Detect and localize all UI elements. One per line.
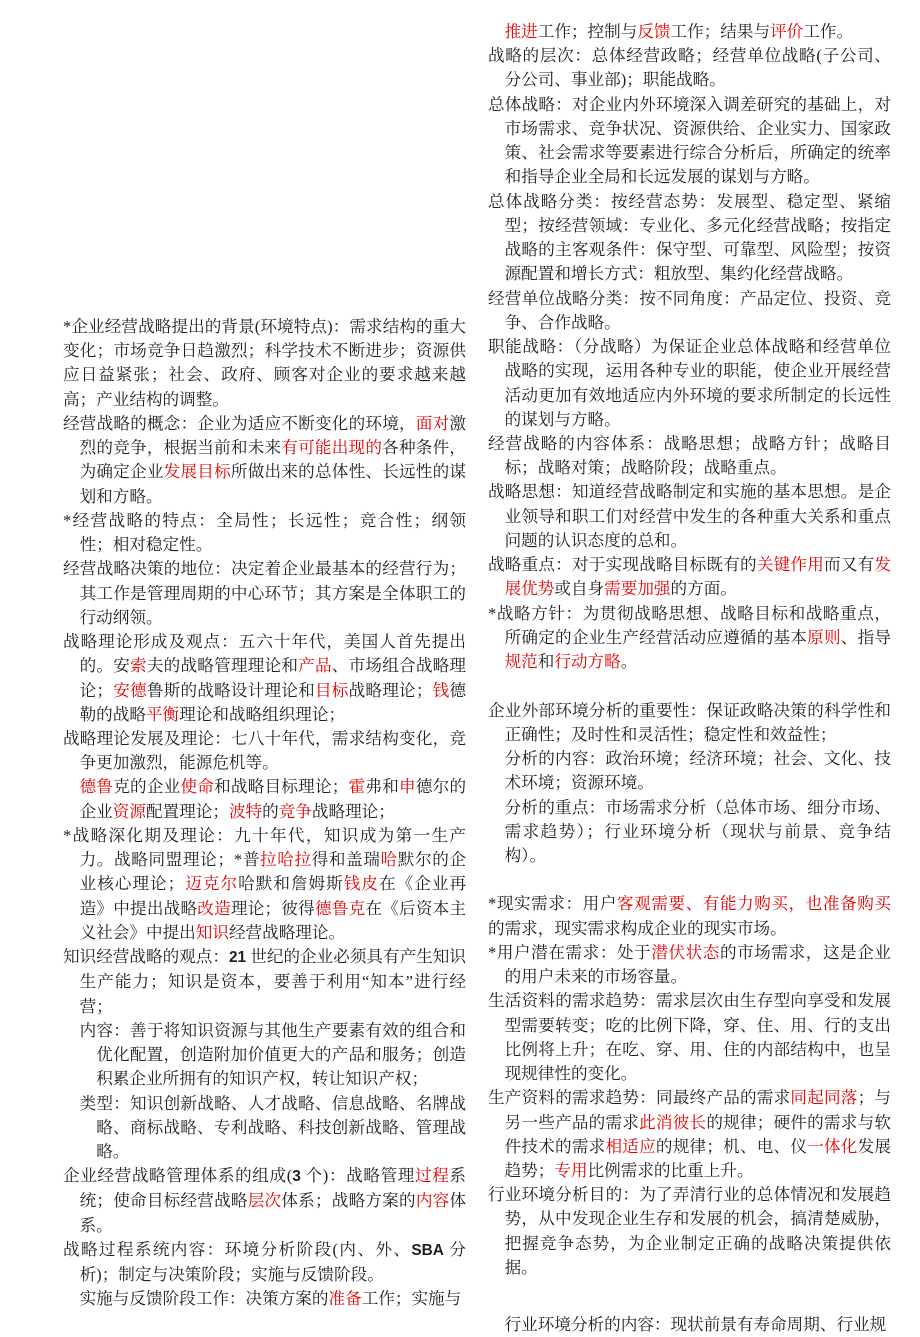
text-run: ；与另一些产品的需求 <box>504 1088 892 1132</box>
paragraph <box>63 775 466 823</box>
highlighted-text: 有可能出现的 <box>281 438 383 458</box>
highlighted-text: 平衡 <box>145 704 180 724</box>
text-run: 弗和 <box>365 777 400 797</box>
paragraph <box>488 602 891 675</box>
blank-line <box>488 1280 891 1313</box>
text-run: 战略理论； <box>348 680 433 700</box>
text-run: 工作；实施与 <box>361 1289 462 1309</box>
highlighted-text: 知识 <box>195 922 229 942</box>
paragraph <box>63 1164 466 1238</box>
paragraph <box>63 1238 466 1287</box>
text-run: 经营战略的概念：企业为适应不断变化的环境， <box>63 413 416 433</box>
text-run: 夫的战略管理理论和 <box>146 656 299 676</box>
text-run: 经营单位战略分类：按不同角度：产品定位、投资、竞争、合作战略。 <box>488 288 891 332</box>
text-run: 企业经营战略管理体系的组成( <box>63 1166 293 1186</box>
paragraph <box>488 699 891 747</box>
text-run: *用户潜在需求：处于 <box>488 942 652 962</box>
text-run: 德尔的企业 <box>79 777 467 821</box>
highlighted-text: 专用 <box>554 1161 588 1181</box>
text-run: 和战略目标理论； <box>214 777 349 797</box>
text-run: *现实需求：用户 <box>488 894 617 914</box>
paragraph <box>63 1019 466 1092</box>
text-run: 职能战略：（分战略）为保证企业总体战略和经营单位战略的实现，运用各种专业的职能，使企业开展经营活动更加有效地适应内外环境的要求所制定的长远性的谋划与方略。 <box>488 337 891 429</box>
highlighted-text: 此消彼长 <box>639 1112 707 1132</box>
text-run: 哈默和詹姆斯 <box>238 874 344 894</box>
highlighted-text: 准备 <box>328 1289 362 1309</box>
highlighted-text: 目标 <box>314 680 349 700</box>
text-run: 发展趋势； <box>504 1136 892 1181</box>
text-run: 知识经营战略的观点： <box>63 947 229 967</box>
text-run: 经营战略的内容体系：战略思想；战略方针；战略目标；战略对策；战略阶段；战略重点。 <box>488 433 891 478</box>
paragraph <box>63 557 466 630</box>
text-run: 或自身 <box>554 579 605 599</box>
text-run: 体系。 <box>79 1191 467 1235</box>
text-run: 21 <box>228 949 247 967</box>
text-run: 克的企业 <box>113 777 181 797</box>
left-column-top-spacer <box>63 20 466 315</box>
text-run: 在《企业再造》中提出战略 <box>79 874 467 918</box>
text-run: 分析)；制定与决策阶段；实施与反馈阶段。 <box>79 1239 466 1285</box>
highlighted-text: 过程 <box>414 1166 450 1186</box>
text-run: 配置理论； <box>145 801 229 821</box>
paragraph <box>488 480 891 553</box>
text-run: 行业环境分析目的：为了弄清行业的总体情况和发展趋势，从中发现企业生存和发展的机会，搞清楚威胁，把握竞争态势，为企业制定正确的战略决策提供依据。 <box>488 1185 891 1277</box>
text-run: 行业环境分析的内容：现状前景有寿命周期、行业规 <box>504 1315 887 1335</box>
highlighted-text: 发展优势 <box>504 555 892 599</box>
blank-line <box>488 674 891 698</box>
paragraph <box>488 892 891 940</box>
text-run: 分析的内容：政治环境；经济环境；社会、文化、技术环境；资源环境。 <box>504 749 891 793</box>
text-run: 而又有 <box>824 555 875 575</box>
column-left <box>63 20 466 1337</box>
text-run: 各种条件，为确定企业 <box>79 438 467 482</box>
paragraph <box>63 630 466 727</box>
text-run: 企业外部环境分析的重要性：保证政略决策的科学性和正确性；及时性和灵活性；稳定性和效益性； <box>488 700 891 744</box>
text-run: 所做出来的总体性、长远性的谋划和方略。 <box>79 462 467 506</box>
highlighted-text: 拉哈拉 <box>260 850 312 870</box>
text-run: 的 <box>262 801 279 821</box>
paragraph <box>488 44 891 92</box>
highlighted-text: 波特 <box>228 801 263 821</box>
highlighted-text: 反馈 <box>637 22 671 41</box>
text-run: 世纪的企业必须具有产生知识生产能力；知识是资本，要善于利用“知本”进行经营； <box>79 947 466 1016</box>
highlighted-text: 面对 <box>415 413 450 433</box>
paragraph <box>488 1086 891 1183</box>
text-run: 生产资料的需求趋势：同最终产品的需求 <box>488 1088 791 1108</box>
text-run: 在《后资本主义社会》中提出 <box>79 898 467 942</box>
column-right <box>488 20 891 1337</box>
text-run: 理论和战略组织理论； <box>179 704 346 724</box>
text-run: 德勒的战略 <box>79 680 467 724</box>
text-run: 战略的层次：总体经营政略；经营单位战略(子公司、分公司、事业部)；职能战略。 <box>488 46 891 90</box>
text-run: 工作。 <box>803 22 854 41</box>
blank-line <box>488 868 891 892</box>
text-run: 得和盖瑞 <box>311 850 381 870</box>
text-run: 经营战略理论。 <box>228 922 346 942</box>
paragraph <box>488 989 891 1086</box>
text-run: 个)：战略管理 <box>300 1166 415 1186</box>
text-run: 分析的重点：市场需求分析（总体市场、细分市场、需求趋势）；行业环境分析（现状与前景、竞争结构）。 <box>504 797 891 865</box>
highlighted-text: 客观需要、有能力购买，也准备购买 <box>617 894 892 914</box>
highlighted-text: 潜伏状态 <box>651 942 720 962</box>
highlighted-text: 迈克尔 <box>184 874 239 894</box>
paragraph <box>488 93 891 190</box>
text-run: 战略思想：知道经营战略制定和实施的基本思想。是企业领导和职工们对经营中发生的各种重大关系和重点问题的认识态度的总和。 <box>488 482 891 550</box>
text-run: 战略过程系统内容：环境分析阶段(内、外、 <box>63 1239 412 1259</box>
text-run: *企业经营战略提出的背景(环境特点)：需求结构的重大变化；市场竞争日趋激烈；科学技术不断进步；资源供应日益紧张；社会、政府、顾客对企业的要求越来越高；产业结构的调整。 <box>63 317 466 409</box>
text-run: 战略重点：对于实现战略目标既有的 <box>488 555 757 575</box>
paragraph <box>63 412 466 509</box>
paragraph <box>63 1287 466 1311</box>
text-run: 3 <box>292 1168 301 1186</box>
paragraph <box>63 727 466 775</box>
highlighted-text: 相适应 <box>605 1136 656 1156</box>
paragraph <box>63 1092 466 1165</box>
highlighted-text: 哈 <box>380 850 398 870</box>
paragraph <box>488 1183 891 1280</box>
paragraph <box>488 335 891 432</box>
highlighted-text: 钱皮 <box>343 874 380 894</box>
text-run: 激烈的竞争，根据当前和未来 <box>79 413 467 458</box>
highlighted-text: 申 <box>399 777 416 797</box>
text-run: *经营战略的特点：全局性；长远性；竞合性；纲领性；相对稳定性。 <box>63 510 466 555</box>
highlighted-text: 评价 <box>770 22 804 41</box>
paragraph <box>63 509 466 557</box>
text-run: 实施与反馈阶段工作：决策方案的 <box>79 1289 329 1309</box>
text-run: 战略理论； <box>311 801 395 821</box>
highlighted-text: 发展目标 <box>163 462 231 482</box>
text-run: 默尔的企业核心理论； <box>79 850 467 894</box>
text-run: 战略理论形成及观点：五六十年代，美国人首先提出的。安 <box>63 632 466 676</box>
highlighted-text: 改造 <box>197 898 231 918</box>
paragraph <box>488 553 891 601</box>
text-run: 比例需求的比重上升。 <box>587 1161 754 1181</box>
paragraph <box>488 20 891 44</box>
text-run: 的方面。 <box>670 579 737 599</box>
text-run: 总体战略：对企业内外环境深入调差研究的基础上，对市场需求、竞争状况、资源供给、企业实力、国家政策、社会需求等要素进行综合分析后，所确定的统率和指导企业全局和长远发展的谋划与方略。 <box>488 94 891 187</box>
text-run: 、指导 <box>840 627 892 647</box>
text-run: 工作；控制与 <box>537 22 638 41</box>
highlighted-text: 索 <box>130 656 147 676</box>
highlighted-text: 使命 <box>180 777 215 797</box>
text-run: 总体战略分类：按经营态势：发展型、稳定型、紧缩型；按经营领域：专业化、多元化经营战略；按指定战略的主客观条件：保守型、可靠型、风险型；按资源配置和增长方式：粗放型、集约化经营战略。 <box>488 191 891 284</box>
highlighted-text: 霍 <box>348 777 366 797</box>
text-run: 系统；使命目标经营战略 <box>79 1166 466 1211</box>
highlighted-text: 层次 <box>247 1191 282 1211</box>
highlighted-text: 竞争 <box>278 801 312 821</box>
text-run: 生活资料的需求趋势：需求层次由生存型向享受和发展型需要转变；吃的比例下降，穿、住、用、行的支出比例将上升；在吃、穿、用、住的内部结构中，也呈现规律性的变化。 <box>488 991 891 1084</box>
paragraph <box>63 824 466 945</box>
text-run: 鲁斯的战略设计理论和 <box>146 680 315 700</box>
text-run: 内容：善于将知识资源与其他生产要素有效的组合和优化配置，创造附加价值更大的产品和服务；创造积累企业所拥有的知识产权，转让知识产权； <box>79 1020 466 1089</box>
highlighted-text: 德鲁克 <box>314 898 366 918</box>
text-run: 战略理论发展及理论：七八十年代，需求结构变化，竞争更加激烈，能源危机等。 <box>63 728 466 773</box>
text-run: 理论；彼得 <box>230 898 315 918</box>
highlighted-text: 产品 <box>298 656 332 676</box>
paragraph <box>488 1313 891 1337</box>
paragraph <box>488 796 891 869</box>
paragraph <box>488 190 891 287</box>
text-run: 的规律；硬件的需求与软件技术的需求 <box>504 1112 892 1156</box>
highlighted-text: 规范 <box>504 652 538 672</box>
highlighted-text: 安德 <box>113 680 147 700</box>
text-run: 。 <box>620 652 638 672</box>
highlighted-text: 内容 <box>415 1191 450 1211</box>
highlighted-text: 行动方略 <box>554 652 621 672</box>
highlighted-text: 关键作用 <box>756 555 825 575</box>
paragraph <box>63 315 466 412</box>
highlighted-text: 德鲁 <box>79 777 114 797</box>
text-run: *战略深化期及理论：九十年代，知识成为第一生产力。战略同盟理论；*普 <box>63 825 466 870</box>
text-run: SBA <box>411 1241 444 1259</box>
text-run: 的市场需求，这是企业的用户未来的市场容量。 <box>504 942 892 987</box>
highlighted-text: 推进 <box>504 22 538 41</box>
highlighted-text: 原则 <box>807 627 841 647</box>
text-run: 的规律；机、电、仪 <box>655 1136 808 1156</box>
text-run: *战略方针：为贯彻战略思想、战略目标和战略重点，所确定的企业生产经营活动应遵循的基本 <box>488 603 891 647</box>
text-run: 经营战略决策的地位：决定着企业最基本的经营行为；其工作是管理周期的中心环节；其方案是全体职工的行动纲领。 <box>63 559 466 627</box>
text-run: 体系；战略方案的 <box>281 1191 416 1211</box>
text-run: 和 <box>537 652 555 672</box>
text-run: 类型：知识创新战略、人才战略、信息战略、名牌战略、商标战略、专利战略、科技创新战略、管理战略。 <box>79 1093 466 1161</box>
text-run: 、市场组合战略理论； <box>79 656 467 700</box>
text-run: 工作；结果与 <box>670 22 771 41</box>
highlighted-text: 钱 <box>432 680 450 700</box>
highlighted-text: 资源 <box>112 801 146 821</box>
text-run: 的需求，现实需求构成企业的现实市场。 <box>488 918 787 938</box>
paragraph <box>488 941 891 989</box>
highlighted-text: 同起同落 <box>790 1088 858 1108</box>
highlighted-text: 需要加强 <box>604 579 671 599</box>
paragraph <box>488 287 891 335</box>
paragraph <box>488 432 891 480</box>
paragraph <box>63 945 466 1019</box>
highlighted-text: 一体化 <box>807 1136 858 1156</box>
paragraph <box>488 747 891 795</box>
